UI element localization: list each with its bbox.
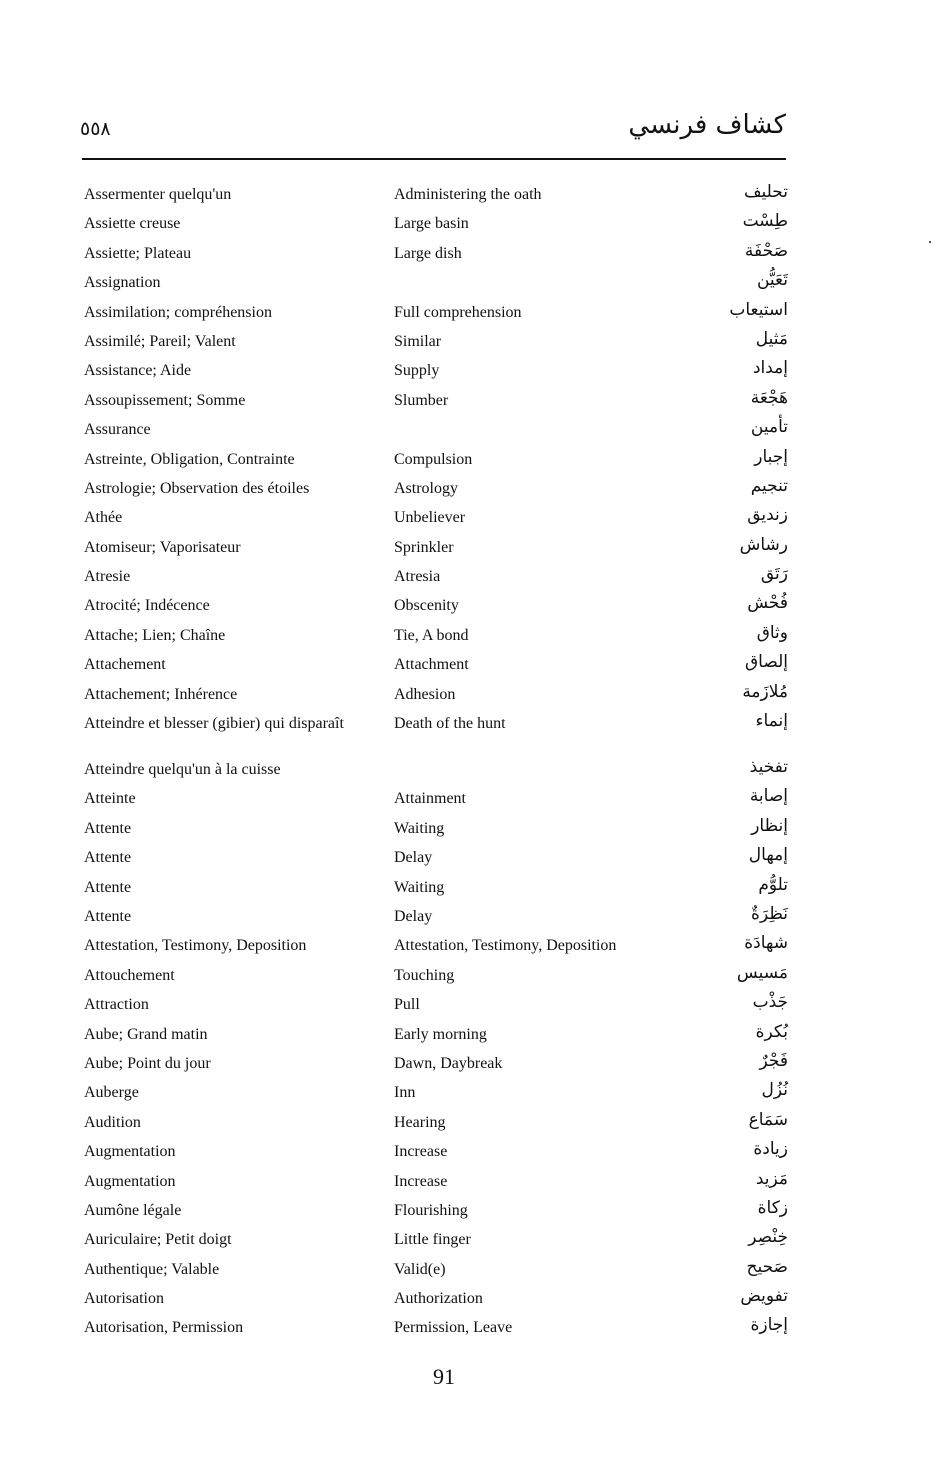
- english-term: Attestation, Testimony, Deposition: [394, 937, 617, 955]
- english-term: Touching: [394, 966, 455, 984]
- french-term: Attachement: [84, 656, 166, 674]
- glossary-row: [82, 1136, 788, 1165]
- arabic-term: هَجْعَة: [750, 387, 788, 408]
- french-term: Autorisation, Permission: [84, 1319, 244, 1337]
- glossary-row: [82, 872, 788, 901]
- arabic-term: تَعَيُّن: [756, 270, 788, 291]
- french-term: Attente: [84, 878, 132, 896]
- english-term: Waiting: [394, 878, 445, 896]
- english-term: Delay: [394, 849, 433, 867]
- arabic-term: مَسيس: [736, 962, 788, 983]
- arabic-term: مَثيل: [755, 328, 788, 349]
- french-term: Assiette creuse: [84, 215, 181, 233]
- arabic-term: إلصاق: [744, 652, 788, 673]
- glossary-row: [82, 1283, 788, 1312]
- glossary-row: [82, 901, 788, 930]
- french-term: Attente: [84, 819, 132, 837]
- glossary-entries: [82, 179, 788, 1342]
- french-term: Astrologie; Observation des étoiles: [84, 479, 310, 497]
- english-term: Permission, Leave: [394, 1319, 513, 1337]
- glossary-row: [82, 1166, 788, 1195]
- arabic-term: مُلازَمة: [742, 681, 788, 702]
- arabic-term: نُزُل: [761, 1080, 788, 1101]
- english-term: Waiting: [394, 819, 445, 837]
- arabic-term: تنجيم: [750, 475, 788, 496]
- english-term: Unbeliever: [394, 509, 466, 527]
- arabic-term: صَحْفَة: [744, 240, 788, 261]
- english-term: Flourishing: [394, 1201, 468, 1219]
- arabic-term: زكاة: [757, 1197, 788, 1218]
- english-term: Death of the hunt: [394, 715, 506, 733]
- english-term: Dawn, Daybreak: [394, 1054, 503, 1072]
- glossary-row: [82, 473, 788, 502]
- french-term: Augmentation: [84, 1172, 176, 1190]
- french-term: Aube; Point du jour: [84, 1054, 211, 1072]
- glossary-row: [82, 1048, 788, 1077]
- arabic-term: استيعاب: [729, 299, 788, 320]
- glossary-row: [82, 385, 788, 414]
- glossary-row: [82, 679, 788, 708]
- english-term: Supply: [394, 362, 440, 380]
- arabic-term: زنديق: [747, 505, 788, 526]
- glossary-row: [82, 238, 788, 267]
- arabic-term: إنظار: [751, 815, 788, 836]
- english-term: Inn: [394, 1084, 416, 1102]
- arabic-term: إنماء: [755, 711, 788, 732]
- page-title: كشاف فرنسي: [628, 110, 786, 140]
- arabic-term: فُحْش: [747, 593, 788, 614]
- french-term: Atresie: [84, 568, 131, 586]
- english-term: Attainment: [394, 790, 466, 808]
- french-term: Attente: [84, 849, 132, 867]
- french-term: Attache; Lien; Chaîne: [84, 626, 226, 644]
- french-term: Athée: [84, 509, 123, 527]
- french-term: Auberge: [84, 1084, 139, 1102]
- arabic-term: إمداد: [752, 358, 788, 379]
- glossary-row: [82, 989, 788, 1018]
- glossary-row: [82, 783, 788, 812]
- arabic-term: رَتَق: [760, 564, 788, 585]
- arabic-term: تفخيذ: [749, 757, 788, 778]
- glossary-row: [82, 267, 788, 296]
- english-term: Obscenity: [394, 597, 459, 615]
- french-term: Attachement; Inhérence: [84, 685, 238, 703]
- arabic-term: تأمين: [750, 417, 788, 438]
- arabic-term: شهادَة: [744, 933, 788, 954]
- page-number-footer: 91: [433, 1364, 455, 1389]
- arabic-term: تلوُّم: [758, 874, 788, 895]
- glossary-row: [82, 960, 788, 989]
- glossary-row: [82, 414, 788, 443]
- french-term: Assiette; Plateau: [84, 244, 192, 262]
- english-term: Little finger: [394, 1231, 471, 1249]
- arabic-term: فَجْرٌ: [759, 1050, 788, 1071]
- english-term: Pull: [394, 996, 420, 1014]
- english-term: Administering the oath: [394, 186, 542, 203]
- arabic-term: إجبار: [754, 446, 788, 467]
- arabic-term: نَظِرَةٌ: [751, 903, 788, 924]
- glossary-row: [82, 1195, 788, 1224]
- glossary-row: [82, 502, 788, 531]
- glossary-row: [82, 930, 788, 959]
- arabic-term: طِسْت: [742, 211, 788, 232]
- arabic-term: إصابة: [749, 786, 788, 807]
- french-term: Assermenter quelqu'un: [84, 186, 232, 203]
- glossary-row: [82, 754, 788, 783]
- glossary-row: [82, 297, 788, 326]
- glossary-row: [82, 1019, 788, 1048]
- english-term: Full comprehension: [394, 303, 522, 321]
- english-term: Authorization: [394, 1290, 483, 1308]
- french-term: Atteindre et blesser (gibier) qui disparaît: [84, 715, 344, 733]
- page-header: [80, 110, 786, 156]
- glossary-row: [82, 813, 788, 842]
- french-term: Attouchement: [84, 966, 175, 984]
- glossary-row: [82, 1312, 788, 1341]
- english-term: Attachment: [394, 656, 469, 674]
- glossary-row: [82, 1224, 788, 1253]
- french-term: Audition: [84, 1113, 141, 1131]
- page-number-arabic: ٥٥٨: [80, 118, 111, 140]
- english-term: Astrology: [394, 479, 458, 497]
- english-term: Delay: [394, 907, 433, 925]
- glossary-row: [82, 444, 788, 473]
- arabic-term: رشاش: [739, 534, 788, 555]
- french-term: Astreinte, Obligation, Contrainte: [84, 450, 295, 468]
- french-term: Assistance; Aide: [84, 362, 192, 380]
- glossary-row: [82, 620, 788, 649]
- header-rule: [82, 158, 786, 160]
- glossary-row: [82, 590, 788, 619]
- glossary-row: [82, 532, 788, 561]
- glossary-row: [82, 1107, 788, 1136]
- arabic-term: سَمَاع: [748, 1109, 788, 1130]
- glossary-row: [82, 179, 788, 208]
- glossary-row: [82, 208, 788, 237]
- arabic-term: صَحيح: [746, 1256, 788, 1277]
- arabic-term: زيادة: [753, 1139, 788, 1160]
- arabic-term: تفويض: [740, 1286, 788, 1307]
- glossary-row: [82, 708, 788, 754]
- french-term: Attestation, Testimony, Deposition: [84, 937, 307, 955]
- arabic-term: مَزيد: [755, 1168, 788, 1189]
- english-term: Atresia: [394, 568, 441, 586]
- english-term: Valid(e): [394, 1260, 446, 1278]
- english-term: Hearing: [394, 1113, 446, 1131]
- english-term: Slumber: [394, 391, 449, 409]
- french-term: Atomiseur; Vaporisateur: [84, 538, 241, 556]
- glossary-row: [82, 649, 788, 678]
- french-term: Autorisation: [84, 1290, 164, 1308]
- french-term: Attraction: [84, 996, 149, 1014]
- arabic-term: تحليف: [743, 182, 788, 202]
- english-term: Similar: [394, 332, 442, 350]
- arabic-term: إمهال: [748, 845, 788, 866]
- french-term: Assignation: [84, 274, 161, 292]
- english-term: Sprinkler: [394, 538, 454, 556]
- french-term: Aube; Grand matin: [84, 1025, 208, 1043]
- french-term: Authentique; Valable: [84, 1260, 220, 1278]
- arabic-term: وثاق: [756, 622, 788, 643]
- glossary-row: [82, 355, 788, 384]
- french-term: Assimilé; Pareil; Valent: [84, 332, 236, 350]
- glossary-row: [82, 1077, 788, 1106]
- english-term: Tie, A bond: [394, 626, 469, 644]
- arabic-term: إجازة: [750, 1315, 788, 1336]
- english-term: Early morning: [394, 1025, 487, 1043]
- french-term: Augmentation: [84, 1143, 176, 1161]
- french-term: Assimilation; compréhension: [84, 303, 272, 321]
- arabic-term: جَذْب: [752, 992, 788, 1013]
- french-term: Atrocité; Indécence: [84, 597, 210, 615]
- arabic-term: بُكرة: [755, 1021, 788, 1042]
- margin-mark: [929, 241, 931, 243]
- glossary-row: [82, 326, 788, 355]
- english-term: Adhesion: [394, 685, 456, 703]
- glossary-row: [82, 842, 788, 871]
- english-term: Increase: [394, 1143, 448, 1161]
- french-term: Atteindre quelqu'un à la cuisse: [84, 761, 281, 779]
- glossary-row: [82, 561, 788, 590]
- english-term: Large dish: [394, 244, 462, 262]
- french-term: Assoupissement; Somme: [84, 391, 246, 409]
- french-term: Attente: [84, 907, 132, 925]
- french-term: Atteinte: [84, 790, 136, 808]
- glossary-row: [82, 1254, 788, 1283]
- french-term: Assurance: [84, 421, 151, 439]
- french-term: Auriculaire; Petit doigt: [84, 1231, 232, 1249]
- arabic-term: خِنْصِر: [748, 1227, 788, 1248]
- english-term: Large basin: [394, 215, 469, 233]
- french-term: Aumône légale: [84, 1201, 182, 1219]
- english-term: Compulsion: [394, 450, 473, 468]
- english-term: Increase: [394, 1172, 448, 1190]
